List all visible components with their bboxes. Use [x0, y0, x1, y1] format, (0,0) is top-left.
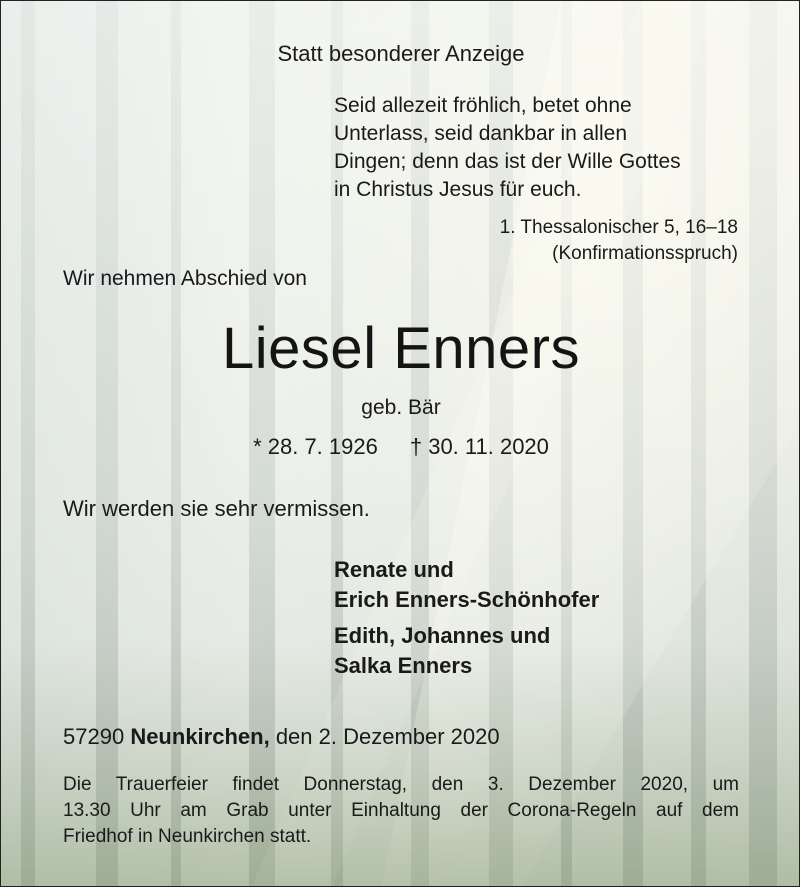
- birth-name: geb. Bär: [361, 396, 441, 419]
- notice-date: den 2. Dezember 2020: [275, 724, 500, 749]
- verse-line: Seid allezeit fröhlich, betet ohne: [334, 94, 632, 117]
- farewell-line: Wir nehmen Abschied von: [63, 267, 307, 290]
- funeral-line: Die Trauerfeier findet Donnerstag, den 3. Dezember 2020, um: [63, 774, 739, 795]
- mourner-line: Edith, Johannes und: [334, 623, 551, 648]
- deceased-name: Liesel Enners: [222, 316, 580, 381]
- mourners-group-2: [334, 621, 550, 681]
- verse-reference: 1. Thessalonischer 5, 16–18: [499, 217, 738, 238]
- verse-line: in Christus Jesus für euch.: [334, 178, 582, 201]
- funeral-line: 13.30 Uhr am Grab unter Einhaltung der Corona-Regeln auf dem: [63, 800, 739, 821]
- verse-line: Dingen; denn das ist der Wille Gottes: [334, 150, 681, 173]
- mourner-line: Salka Enners: [334, 653, 473, 678]
- postal-code: 57290: [63, 724, 125, 749]
- town-name: Neunkirchen,: [130, 724, 270, 749]
- birth-date: * 28. 7. 1926: [253, 434, 378, 459]
- miss-line: Wir werden sie sehr vermissen.: [63, 496, 370, 521]
- mourner-line: Erich Enners-Schönhofer: [334, 587, 600, 612]
- mourners-group-1: [334, 555, 599, 615]
- verse-reference-block: [500, 215, 738, 267]
- verse-note: (Konfirmationsspruch): [552, 243, 738, 264]
- place-date-line: [63, 724, 500, 750]
- verse-line: Unterlass, seid dankbar in allen: [334, 122, 627, 145]
- notice-header: Statt besonderer Anzeige: [277, 41, 525, 66]
- mourner-line: Renate und: [334, 557, 454, 582]
- death-date: † 30. 11. 2020: [409, 434, 549, 459]
- funeral-line: Friedhof in Neunkirchen statt.: [63, 826, 312, 847]
- funeral-info: [63, 772, 739, 850]
- life-dates: [1, 434, 800, 460]
- bible-verse: [334, 92, 681, 204]
